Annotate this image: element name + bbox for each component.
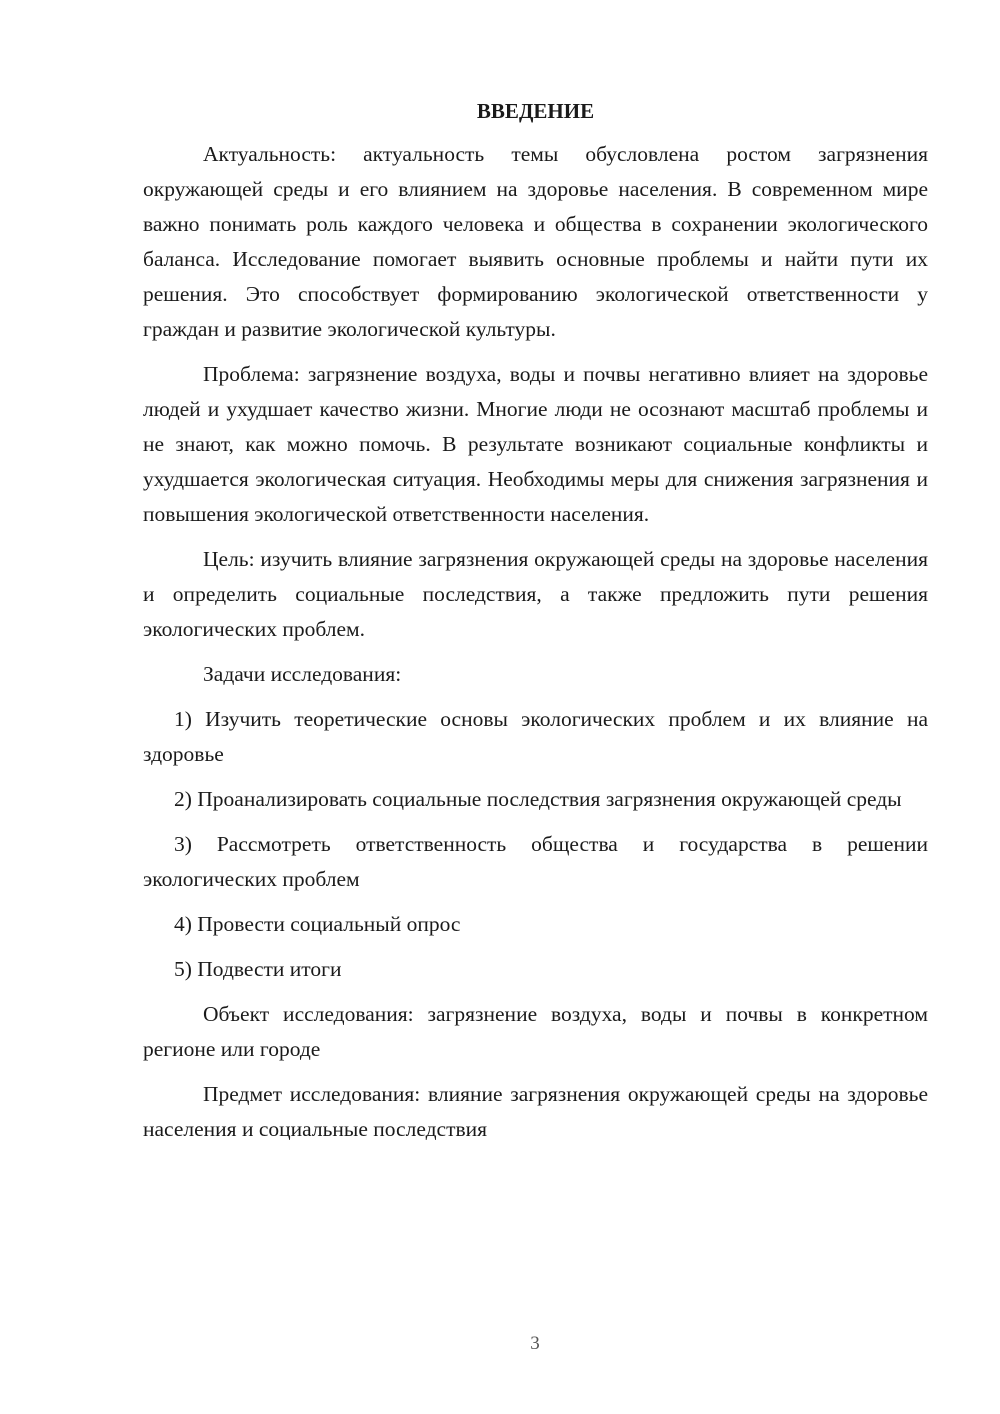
paragraph-goal: Цель: изучить влияние загрязнения окружающей среды на здоровье населения и определить социальные последствия, а также предложить пути решения экологических проблем.: [143, 547, 928, 641]
page-title: ВВЕДЕНИЕ: [476, 99, 595, 123]
page-number: 3: [530, 1333, 540, 1354]
task-item-1: 1) Изучить теоретические основы экологических проблем и их влияние на здоровье: [143, 707, 928, 766]
paragraph-object: Объект исследования: загрязнение воздуха, воды и почвы в конкретном регионе или городе: [143, 1002, 928, 1061]
task-item-5: 5) Подвести итоги: [174, 957, 342, 981]
paragraph-subject: Предмет исследования: влияние загрязнения окружающей среды на здоровье населения и социальные последствия: [143, 1082, 928, 1141]
task-item-3: 3) Рассмотреть ответственность общества и государства в решении экологических проблем: [143, 832, 928, 891]
paragraph-problem: Проблема: загрязнение воздуха, воды и почвы негативно влияет на здоровье людей и ухудшает качество жизни. Многие люди не осознают масштаб проблемы и не знают, как можно помочь. В результате возникают социальные конфликты и ухудшается экологическая ситуация. Необходимы меры для снижения загрязнения и повышения экологической ответственности населения.: [143, 362, 928, 526]
page-content: [143, 96, 928, 1157]
tasks-heading: Задачи исследования:: [203, 662, 402, 686]
paragraph-relevance: Актуальность: актуальность темы обусловлена ростом загрязнения окружающей среды и его влиянием на здоровье населения. В современном мире важно понимать роль каждого человека и общества в сохранении экологического баланса. Исследование помогает выявить основные проблемы и найти пути их решения. Это способствует формированию экологической ответственности у граждан и развитие экологической культуры.: [143, 142, 928, 341]
task-item-2: 2) Проанализировать социальные последствия загрязнения окружающей среды: [174, 787, 902, 811]
task-item-4: 4) Провести социальный опрос: [174, 912, 461, 936]
